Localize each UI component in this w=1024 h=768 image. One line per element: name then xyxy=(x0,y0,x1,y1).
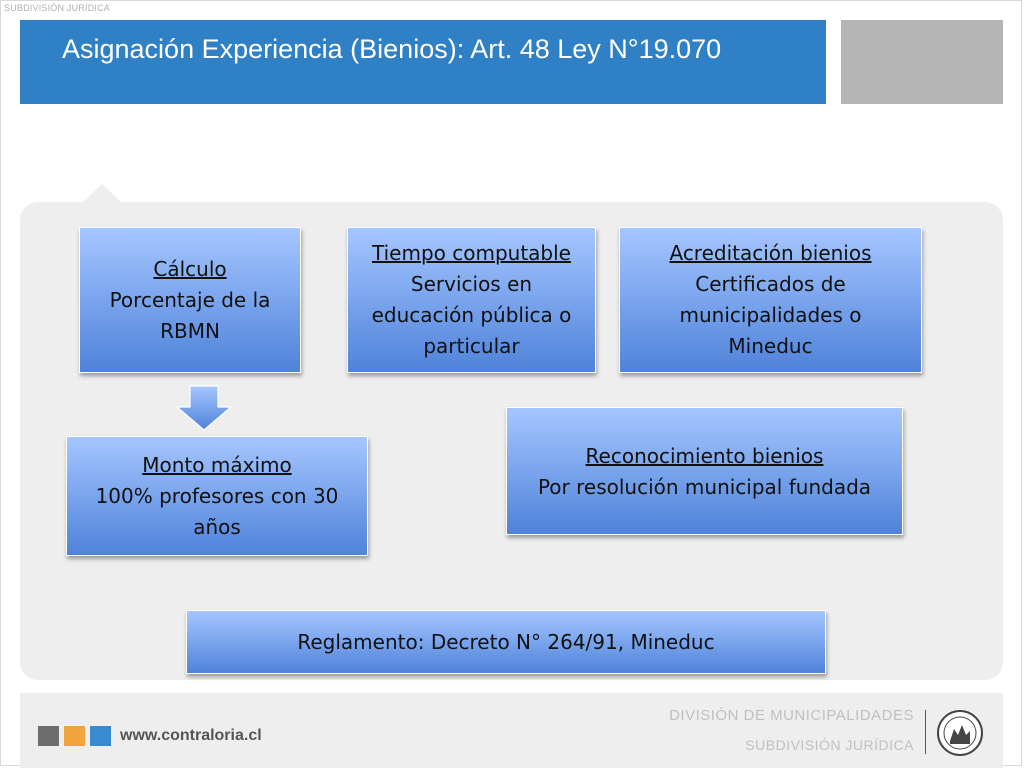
calculo-line-2: RBMN xyxy=(160,318,220,343)
calculo-heading[interactable]: Cálculo xyxy=(153,256,227,281)
header-tag: SUBDIVISIÓN JURÍDICA xyxy=(4,3,111,13)
panel-notch xyxy=(82,184,122,203)
tiempo-computable-heading[interactable]: Tiempo computable xyxy=(372,241,571,265)
title-bar xyxy=(20,20,826,104)
calculo-box xyxy=(79,227,301,373)
monto-line-1: 100% profesores con 30 xyxy=(95,483,339,508)
reglamento-text: Reglamento: Decreto N° 264/91, Mineduc xyxy=(297,629,715,654)
tiempo-line-3: particular xyxy=(423,334,520,358)
tiempo-line-1: Servicios en xyxy=(410,272,533,296)
acreditacion-line-3: Mineduc xyxy=(728,334,813,358)
monto-maximo-heading[interactable]: Monto máximo xyxy=(142,452,292,477)
footer-divider xyxy=(925,710,926,754)
acreditacion-heading[interactable]: Acreditación bienios xyxy=(669,241,872,265)
footer-square-orange xyxy=(64,726,85,746)
reglamento-box xyxy=(186,610,826,674)
footer-square-gray xyxy=(38,726,59,746)
tiempo-line-2: educación pública o xyxy=(371,303,572,327)
monto-maximo-box xyxy=(66,436,368,556)
website-link[interactable]: www.contraloria.cl xyxy=(120,727,262,744)
reconocimiento-line-1: Por resolución municipal fundada xyxy=(537,475,872,499)
contraloria-seal-icon xyxy=(936,709,984,757)
tiempo-computable-box xyxy=(347,227,596,373)
reconocimiento-heading[interactable]: Reconocimiento bienios xyxy=(585,444,824,468)
acreditacion-line-2: municipalidades o xyxy=(679,303,862,327)
acreditacion-line-1: Certificados de xyxy=(695,272,846,296)
division-name: DIVISIÓN DE MUNICIPALIDADES xyxy=(669,707,914,724)
page-title: Asignación Experiencia (Bienios): Art. 48 Ley N°19.070 xyxy=(62,34,722,64)
header-accent-block xyxy=(841,20,1003,104)
calculo-line-1: Porcentaje de la xyxy=(109,287,271,312)
down-arrow-icon xyxy=(176,385,232,431)
acreditacion-bienios-box xyxy=(619,227,922,373)
reconocimiento-bienios-box xyxy=(506,407,903,535)
subdivision-name: SUBDIVISIÓN JURÍDICA xyxy=(745,737,914,753)
footer-square-blue xyxy=(90,726,111,746)
monto-line-2: años xyxy=(193,514,241,539)
